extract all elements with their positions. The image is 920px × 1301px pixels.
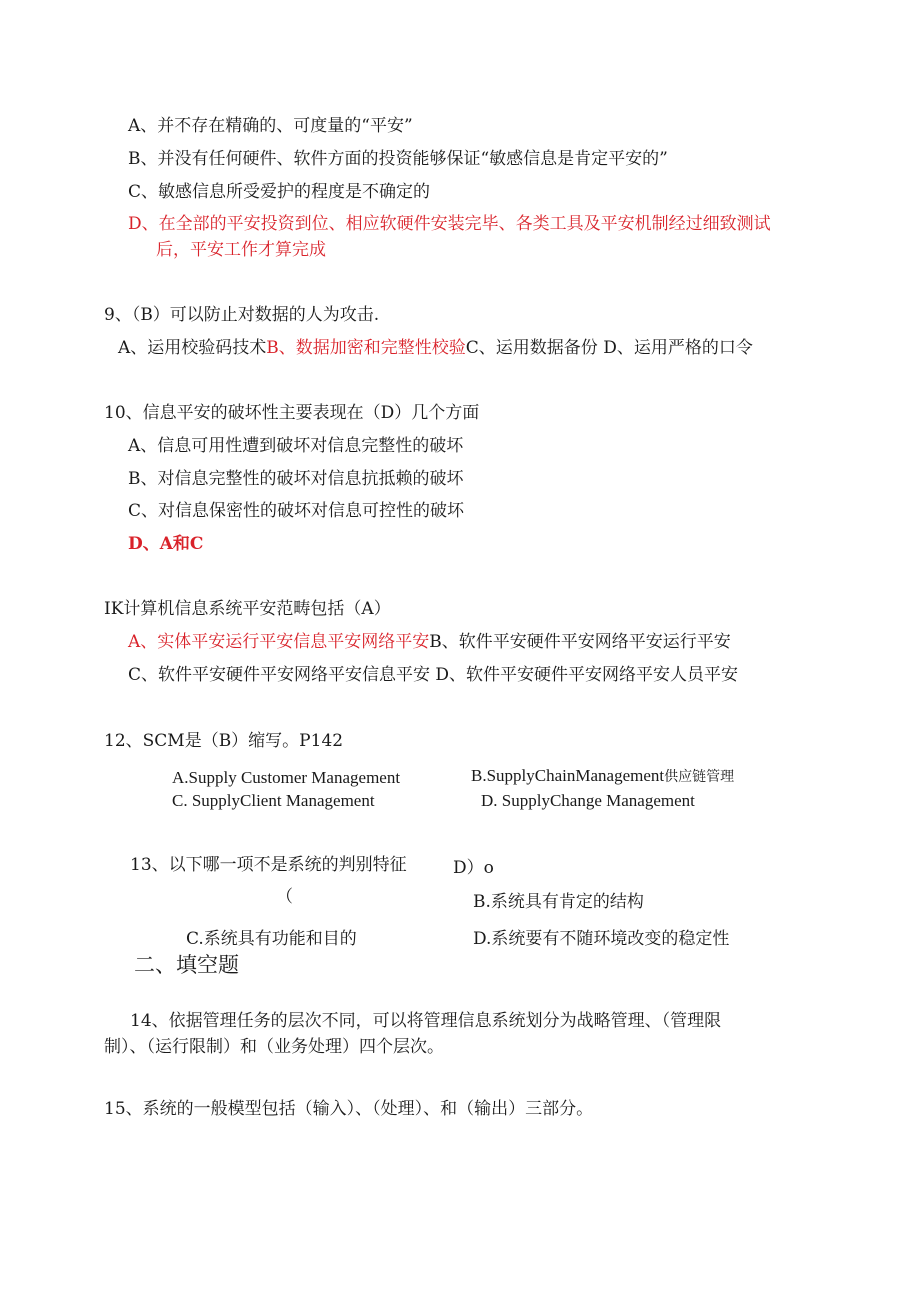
q9-question: 9、（B）可以防止对数据的人为攻击.	[104, 305, 380, 325]
q9-options	[118, 337, 753, 359]
q12-option-b	[471, 765, 734, 788]
q13-option-d: D.系统要有不随环境改变的稳定性	[473, 929, 730, 949]
q9-option-b: B、数据加密和完整性校验	[266, 338, 466, 358]
q8-option-d-continued: 后，平安工作才算完成	[156, 240, 326, 260]
q12-option-d: D. SupplyChange Management	[481, 791, 695, 810]
q11-options-cd: C、软件平安硬件平安网络平安信息平安 D、软件平安硬件平安网络平安人员平安	[128, 665, 739, 685]
q14-line2: 制）、（运行限制）和（业务处理）四个层次。	[104, 1037, 444, 1057]
q9-option-cd: C、运用数据备份 D、运用严格的口令	[465, 338, 753, 358]
q14-line1: 14、依据管理任务的层次不同，可以将管理信息系统划分为战略管理、（管理限	[130, 1011, 722, 1031]
q13-question: 13、以下哪一项不是系统的判别特征	[130, 855, 407, 875]
q12-option-b-text: B.SupplyChainManagement	[471, 766, 665, 785]
q10-option-d: D、A和C	[128, 534, 204, 554]
q13-option-c: C.系统具有功能和目的	[186, 929, 357, 949]
q8-option-b: B、并没有任何硬件、软件方面的投资能够保证“敏感信息是肯定平安的”	[128, 149, 668, 169]
q10-question: 10、信息平安的破坏性主要表现在（D）几个方面	[104, 403, 480, 423]
q8-option-c: C、敏感信息所受爱护的程度是不确定的	[128, 182, 431, 202]
q8-option-d: D、在全部的平安投资到位、相应软硬件安装完毕、各类工具及平安机制经过细致测试	[128, 214, 771, 234]
q9-option-a: A、运用校验码技术	[118, 338, 267, 358]
q10-option-a: A、信息可用性遭到破坏对信息完整性的破坏	[128, 436, 464, 456]
q12-option-a: A.Supply Customer Management	[172, 768, 401, 787]
q13-answer-tail: D）o	[453, 858, 494, 878]
q13-paren: （	[276, 887, 293, 907]
q10-option-c: C、对信息保密性的破坏对信息可控性的破坏	[128, 501, 465, 521]
q11-option-a: A、实体平安运行平安信息平安网络平安	[128, 632, 430, 652]
q13-option-b: B.系统具有肯定的结构	[473, 892, 644, 912]
q11-options-ab	[128, 631, 731, 653]
q12-question: 12、SCM是（B）缩写。P142	[104, 731, 344, 751]
q15-line1: 15、系统的一般模型包括（输入）、（处理）、和（输出）三部分。	[104, 1099, 594, 1119]
q11-option-b: B、软件平安硬件平安网络平安运行平安	[429, 632, 731, 652]
section-heading-fill-in: 二、填空题	[134, 953, 239, 977]
q11-question: IK计算机信息系统平安范畴包括（A）	[104, 599, 391, 619]
q12-option-b-note: 供应链管理	[664, 769, 735, 785]
q12-option-c: C. SupplyClient Management	[172, 791, 375, 810]
q10-option-b: B、对信息完整性的破坏对信息抗抵赖的破坏	[128, 469, 464, 489]
q8-option-a: A、并不存在精确的、可度量的“平安”	[128, 116, 413, 136]
